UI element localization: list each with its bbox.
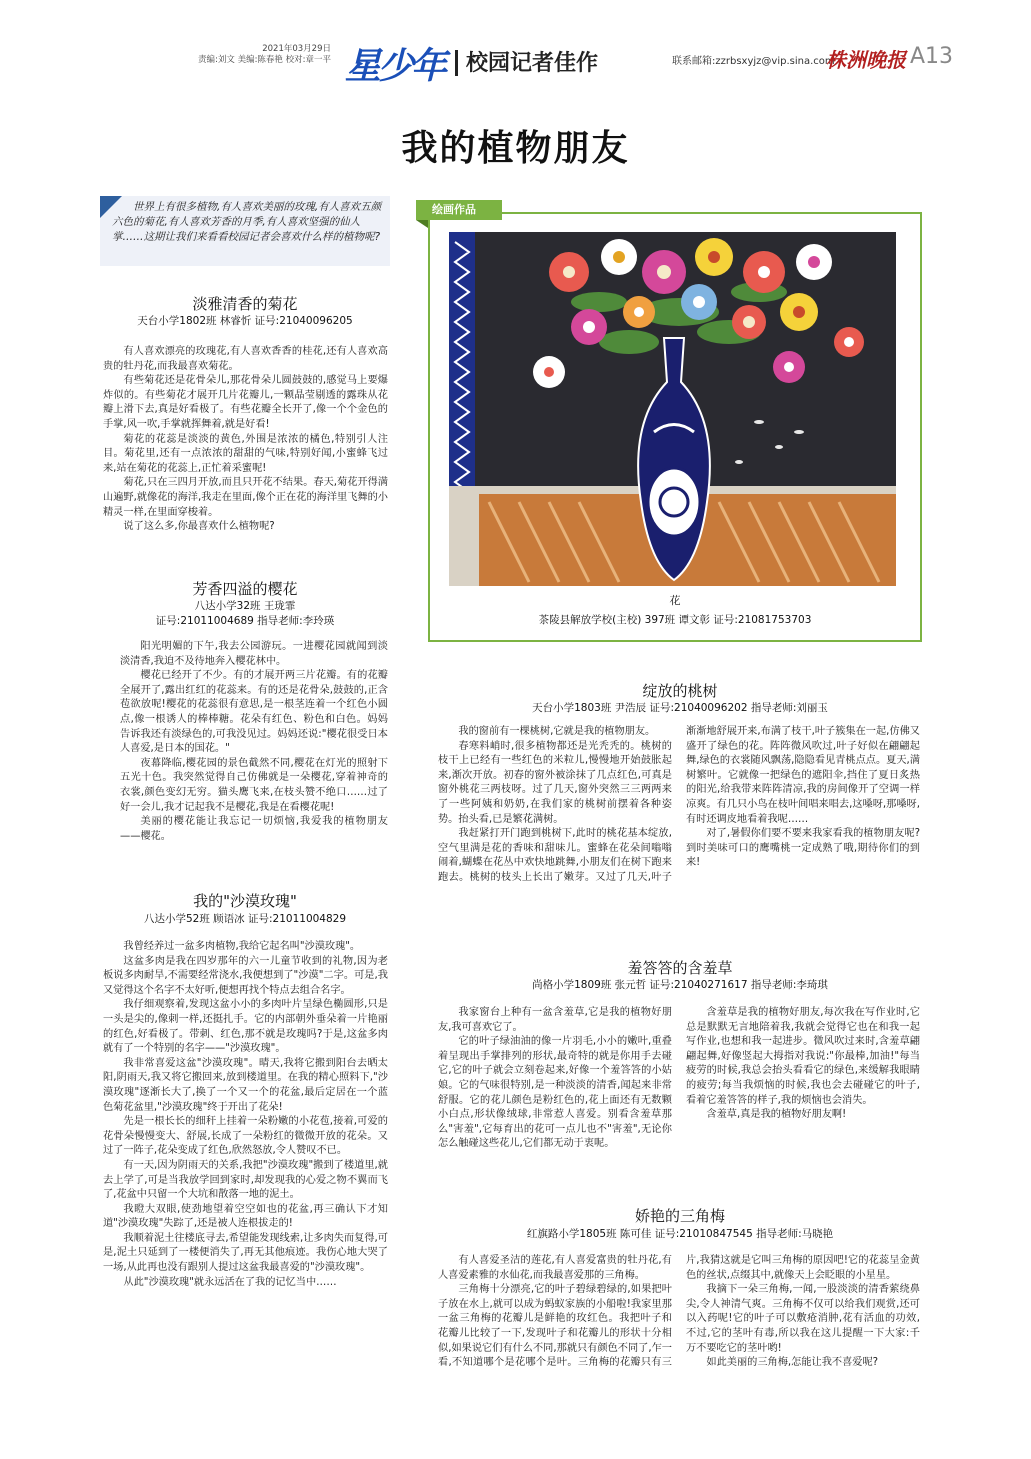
article-byline-meigui: 八达小学52班 顾语冰 证号:21011004829 bbox=[143, 913, 347, 925]
article-body-juhua bbox=[103, 345, 388, 535]
painting-credit: 茶陵县解放学校(主校) 397班 谭文彰 证号:21081753703 bbox=[538, 614, 812, 626]
newspaper-name: 株洲晚报 bbox=[826, 48, 906, 72]
paragraph: 有一天,因为阴雨天的关系,我把"沙漠玫瑰"搬到了楼道里,就去上学了,可是当我放学回到家时,却发现我的心爱之物不翼而飞了,花盆中只留一个大坑和散落一地的泥土。 bbox=[103, 1159, 388, 1201]
article-title-yinghua: 芳香四溢的樱花 bbox=[192, 580, 298, 598]
header-editors: 责编:刘文 美编:陈春艳 校对:章一平 bbox=[198, 55, 331, 65]
paragraph: 我家窗台上种有一盆含羞草,它是我的植物好朋友,我可喜欢它了。 bbox=[438, 1007, 672, 1033]
article-body-taoshu bbox=[438, 725, 920, 947]
paragraph: 三角梅十分漂亮,它的叶子碧绿碧绿的,如果把叶子放在水上,就可以成为蚂蚁家族的小船啦!我家里那一盆三角梅的花瓣儿是鲜艳的玫红色。我把叶子和花瓣儿比较了一下,发现叶子和花瓣儿的形状十分相似,如果说它们有什么不同,那就只有颜色不同了,乍一看,不知道哪个是花哪个是叶。三角梅的花瓣只有三片,我猜这就是它叫三角梅的原因吧!它的花蕊呈金黄色的丝状,点缀其中,就像天上会眨眼的小星星。 bbox=[438, 1255, 920, 1369]
paragraph: 春寒料峭时,很多植物都还是光秃秃的。桃树的枝干上已经有一些红色的米粒儿,慢慢地开始鼓胀起来,渐次开放。初春的窗外被涂抹了几点红色,可真是窗外桃花三两枝呀。过了几天,窗外突然三三两两来了一些阿姨和奶奶,在我们家的桃树前摆着各种姿势。抬头看,已是繁花满树。 bbox=[438, 740, 672, 825]
section-title: 校园记者佳作 bbox=[466, 51, 599, 76]
article-body-yinghua bbox=[120, 640, 388, 844]
paragraph: 我赶紧打开门跑到桃树下,此时的桃花基本绽放,空气里满是花的香味和甜味儿。蜜蜂在花朵间嗡嗡闹着,蝴蝶在花丛中欢快地跳舞,小朋友们在树下跑来跑去。桃树的枝头上长出了嫩芽。又过了几天,叶子渐渐地舒展开来,布满了枝干,叶子簇集在一起,仿佛又盛开了绿色的花。阵阵微风吹过,叶子好似在翩翩起舞,绿色的衣裳随风飘荡,隐隐看见青桃点点。夏天,满树繁叶。它就像一把绿色的遮阳伞,挡住了夏日炙热的阳光,给我带来阵阵清凉,我的房间像开了空调一样凉爽。有几只小鸟在枝叶间唱来唱去,这嗓呀,那嗓呀,有时还调皮地看着我呢…… bbox=[438, 726, 920, 883]
header-divider bbox=[455, 50, 458, 76]
article-body-meigui bbox=[103, 940, 388, 1290]
intro-text: 世界上有很多植物,有人喜欢美丽的玫瑰,有人喜欢五颜六色的菊花,有人喜欢芳香的月季,有人喜欢坚强的仙人掌……这期让我们来看看校园记者会喜欢什么样的植物呢? bbox=[112, 201, 382, 243]
paragraph: 美丽的樱花能让我忘记一切烦恼,我爱我的植物朋友——樱花。 bbox=[120, 816, 388, 842]
paragraph: 有人喜爱圣洁的莲花,有人喜爱富贵的牡丹花,有人喜爱素雅的水仙花,而我最喜爱那的三角梅。 bbox=[438, 1255, 672, 1281]
painting-tag bbox=[416, 200, 502, 220]
paragraph: 菊花,只在三四月开放,而且只开花不结果。春天,菊花开得满山遍野,就像花的海洋,我走在里面,像个正在花的海洋里飞舞的小精灵一样,在里面穿梭着。 bbox=[103, 477, 388, 518]
tag-fold-decoration bbox=[416, 220, 428, 228]
paragraph: 樱花已经开了不少。有的才展开两三片花瓣。有的花瓣全展开了,露出红红的花蕊来。有的还是花骨朵,鼓鼓的,正含苞欲放呢!樱花的花蕊很有意思,是一根茎连着一个红色小圆点,像一根诱人的棒棒糖。花朵有红色、粉色和白色。妈妈告诉我还有淡绿色的,可我没见过。妈妈还说:"樱花很受日本人喜爱,是日本的国花。" bbox=[120, 670, 388, 755]
painting-tag-label: 绘画作品 bbox=[432, 203, 476, 216]
painting-image bbox=[449, 232, 896, 586]
painting-caption: 花 bbox=[669, 594, 681, 607]
article-byline-hanxiucao: 尚格小学1809班 张元哲 证号:21040271617 指导老师:李琦琪 bbox=[532, 979, 828, 991]
paragraph: 阳光明媚的下午,我去公园游玩。一进樱花园就闻到淡淡清香,我迫不及待地奔入樱花林中。 bbox=[120, 641, 388, 667]
paragraph: 有人喜欢漂亮的玫瑰花,有人喜欢香香的桂花,还有人喜欢高贵的牡丹花,而我最喜欢菊花。 bbox=[103, 346, 388, 372]
paragraph: 我非常喜爱这盆"沙漠玫瑰"。晴天,我将它搬到阳台去晒太阳,阴雨天,我又将它搬回来,放到楼道里。在我的精心照料下,"沙漠玫瑰"逐渐长大了,换了一个又一个的花盆,最后定居在一个蓝色菊花盆里,"沙漠玫瑰"终于开出了花朵! bbox=[103, 1057, 388, 1113]
paragraph: 含羞草,真是我的植物好朋友啊! bbox=[706, 1109, 847, 1121]
paragraph: 它的叶子绿油油的像一片羽毛,小小的嫩叶,重叠着呈现出手掌排列的形状,最奇特的就是你用手去碰它,它的叶子就会立刻卷起来,好像一个羞答答的小姑娘。它的气味很特别,是一种淡淡的清香,闻起来非常舒服。它的花儿颜色是粉红色的,花上面还有无数颗小白点,形状像绒球,非常惹人喜爱。别看含羞草那么"害羞",它每育出的花可一点儿也不"害羞",无论你怎么触碰这些花儿,它们都无动于衷呢。 bbox=[438, 1036, 672, 1150]
paragraph: 我瞪大双眼,使劲地望着空空如也的花盆,再三确认下才知道"沙漠玫瑰"失踪了,还是被人连根拔走的! bbox=[103, 1203, 388, 1230]
paragraph: 含羞草是我的植物好朋友,每次我在写作业时,它总是默默无言地陪着我,我就会觉得它也在和我一起写作业,也想和我一起进步。微风吹过来时,含羞草翩翩起舞,好像竖起大拇指对我说:"你最棒,加油!"每当疲劳的时候,我总会抬头看看它的绿色,来缓解我眼睛的疲劳;每当我烦恼的时候,我也会去碰碰它的叶子,看着它羞答答的样子,我的烦恼也会消失。 bbox=[686, 1007, 920, 1106]
article-body-hanxiucao bbox=[438, 1006, 920, 1192]
intro-box bbox=[100, 196, 390, 266]
page-header bbox=[0, 0, 1031, 90]
article-byline-juhua: 天台小学1802班 林睿忻 证号:21040096205 bbox=[137, 315, 353, 327]
paragraph: 从此"沙漠玫瑰"就永远活在了我的记忆当中…… bbox=[123, 1276, 337, 1288]
main-title: 我的植物朋友 bbox=[401, 127, 630, 169]
paragraph: 说了这么多,你最喜欢什么植物呢? bbox=[123, 521, 275, 533]
contact-email: 联系邮箱:zzrbsxyjz@vip.sina.com bbox=[672, 56, 835, 67]
paragraph: 先是一根长长的细秆上挂着一朵粉嫩的小花苞,接着,可爱的花骨朵慢慢变大、舒展,长成了一朵粉红的微微开放的花朵。又过了一阵子,花朵变成了红色,欣然怒放,令人赞叹不已。 bbox=[103, 1116, 388, 1157]
header-meta bbox=[198, 44, 331, 66]
article-byline-yinghua-2: 证号:21011004689 指导老师:李玲瑛 bbox=[155, 615, 335, 627]
paragraph: 如此美丽的三角梅,怎能让我不喜爱呢? bbox=[706, 1357, 879, 1369]
article-byline-sanjiaomei: 红旗路小学1805班 陈可佳 证号:21010847545 指导老师:马晓艳 bbox=[526, 1228, 834, 1240]
article-byline-taoshu: 天台小学1803班 尹浩辰 证号:21040096202 指导老师:刘丽玉 bbox=[532, 702, 828, 714]
paragraph: 夜幕降临,樱花园的景色截然不同,樱花在灯光的照射下五光十色。我突然觉得自己仿佛就是一朵樱花,穿着神奇的衣裳,颜色变幻无穷。猫头鹰飞来,在枝头赞不绝口……过了好一会儿,我才记起我不是樱花,我是在看樱花呢! bbox=[120, 757, 388, 813]
paragraph: 我的窗前有一棵桃树,它就是我的植物朋友。 bbox=[458, 726, 656, 737]
article-title-taoshu: 绽放的桃树 bbox=[642, 682, 718, 700]
article-byline-yinghua-1: 八达小学32班 王珑霏 bbox=[194, 600, 296, 612]
article-title-juhua: 淡雅清香的菊花 bbox=[192, 295, 298, 313]
paragraph: 我摘下一朵三角梅,一闻,一股淡淡的清香萦绕鼻尖,令人神清气爽。三角梅不仅可以给我们观赏,还可以入药呢!它的叶子可以敷疮消肿,花有活血的功效,不过,它的茎叶有毒,所以我在这儿提醒一下大家:千万不要吃它的茎叶哟! bbox=[686, 1284, 920, 1354]
header-date: 2021年03月29日 bbox=[262, 44, 331, 54]
article-title-hanxiucao: 羞答答的含羞草 bbox=[627, 959, 733, 977]
paragraph: 我顺着泥土往楼底寻去,希望能发现线索,让多肉失而复得,可是,泥土只延到了一楼便消失了,再无其他痕迹。我伤心地大哭了一场,从此再也没有跟别人提过这盆我最喜爱的"沙漠玫瑰"。 bbox=[103, 1232, 388, 1274]
paragraph: 有些菊花还是花骨朵儿,那花骨朵儿圆鼓鼓的,感觉马上要爆炸似的。有些菊花才展开几片花瓣儿,一颗晶莹剔透的露珠从花瓣上滑下去,真是好看极了。有些花瓣全长开了,像一个个金色的手掌,风一吹,手掌就挥舞着,就是好看! bbox=[103, 375, 388, 430]
paragraph: 我仔细观察着,发现这盆小小的多肉叶片呈绿色椭圆形,只是一头是尖的,像刺一样,还挺扎手。它的内部朝外垂朵着一片艳丽的红色,好看极了。带刺、红色,那不就是玫瑰吗?于是,这盆多肉就有了一个特别的名字——"沙漠玫瑰"。 bbox=[103, 999, 388, 1055]
article-title-meigui: 我的"沙漠玫瑰" bbox=[193, 892, 297, 910]
paragraph: 我曾经养过一盆多肉植物,我给它起名叫"沙漠玫瑰"。 bbox=[123, 941, 361, 952]
paragraph: 对了,暑假你们要不要来我家看我的植物朋友呢?到时美味可口的鹰嘴桃一定成熟了哦,期待你们的到来! bbox=[686, 828, 920, 869]
paragraph: 这盆多肉是我在四岁那年的六一儿童节收到的礼物,因为老板说多肉耐旱,不需要经常浇水,我便想到了"沙漠"二字。可是,我又觉得这个名字不太好听,便想再找个特点去组合名字。 bbox=[103, 955, 388, 996]
paragraph: 菊花的花蕊是淡淡的黄色,外围是浓浓的橘色,特别引人注目。菊花里,还有一点浓浓的甜甜的气味,特别好闻,小蜜蜂飞过来,站在菊花的花蕊上,正忙着采蜜呢! bbox=[103, 433, 388, 474]
page-number: A13 bbox=[910, 44, 954, 69]
section-logo: 星少年 bbox=[345, 46, 445, 87]
article-title-sanjiaomei: 娇艳的三角梅 bbox=[634, 1207, 725, 1225]
article-body-sanjiaomei bbox=[438, 1254, 920, 1450]
